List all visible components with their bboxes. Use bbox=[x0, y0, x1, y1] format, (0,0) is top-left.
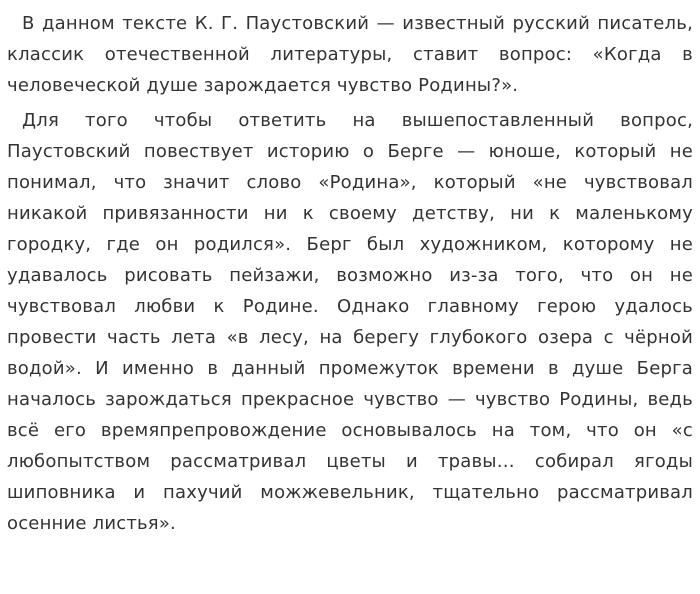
paragraph-intro: В данном тексте К. Г. Паустовский — известный русский писатель, классик отечественной литературы, ставит вопрос: «Когда в человеческой душе зарождается чувство Родины?». bbox=[7, 13, 693, 96]
paragraph-argument: Для того чтобы ответить на вышепоставленный вопрос, Паустовский повествует историю о Берге — юноше, который не понимал, что значит слово «Родина», который «не чувствовал никакой привязанности ни к своему детству, ни к маленькому городку, где он родился». Берг был художником, которому не удавалось рисовать пейзажи, возможно из-за того, что он не чувствовал любви к Родине. Однако главному герою удалось провести часть лета «в лесу, на берегу глубокого озера с чёрной водой». И именно в данный промежуток времени в душе Берга началось зарождаться прекрасное чувство — чувство Родины, ведь всё его времяпрепровождение основывалось на том, что он «с любопытством рассматривал цветы и травы… собирал ягоды шиповника и пахучий можжевельник, тщательно рассматривал осенние листья». bbox=[7, 110, 693, 534]
